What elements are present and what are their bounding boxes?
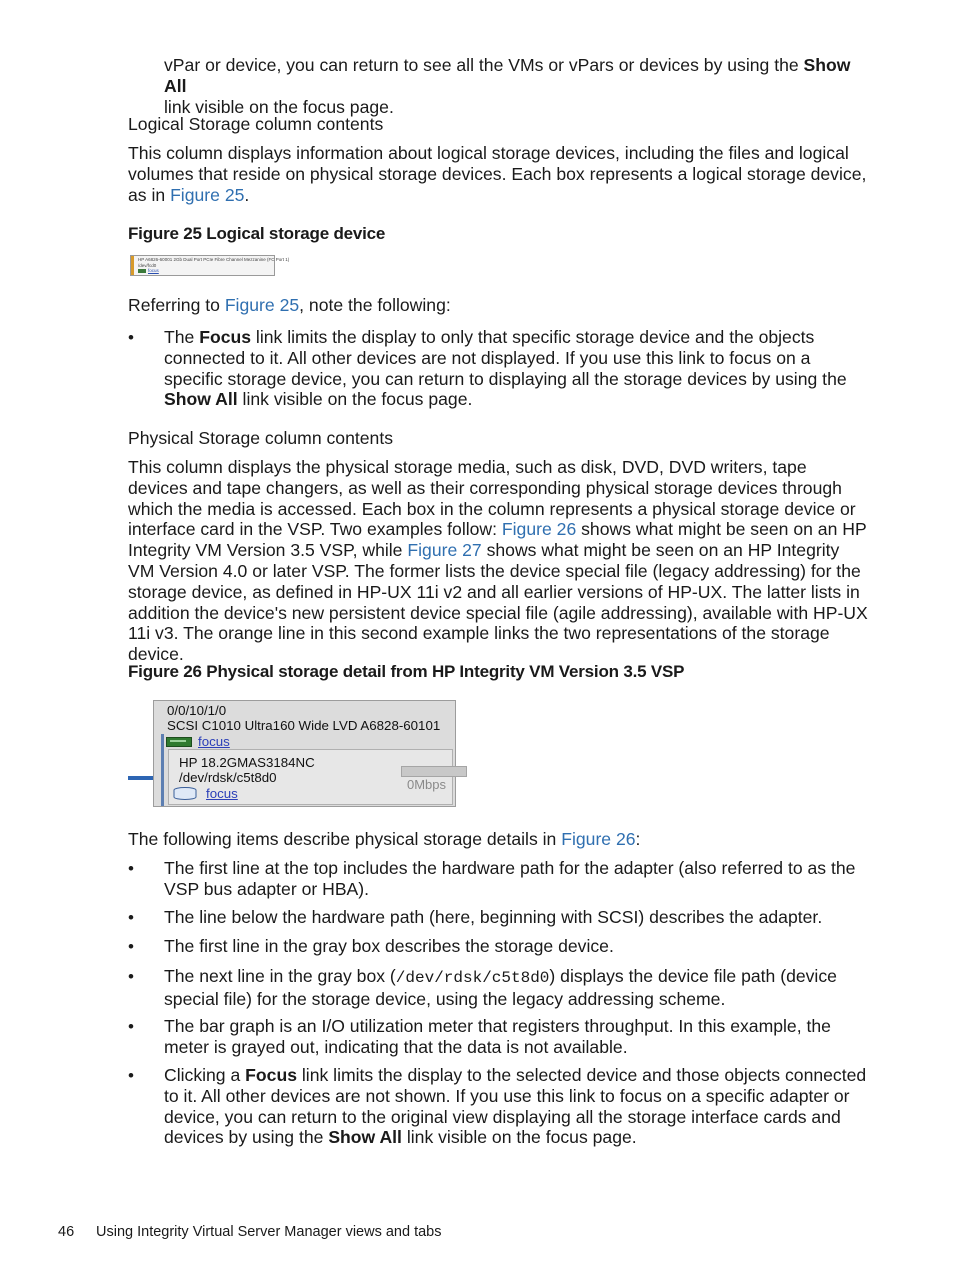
figure-26-caption: Figure 26 Physical storage detail from HP Integrity VM Version 3.5 VSP — [128, 662, 685, 681]
throughput-label: 0Mbps — [407, 777, 447, 792]
figure-25-caption: Figure 25 Logical storage device — [128, 224, 386, 243]
detail-bullet-adapter: The line below the hardware path (here, beginning with SCSI) describes the adapter. — [164, 907, 823, 927]
referring-paragraph — [128, 295, 870, 316]
logical-text: This column displays information about logical storage devices, including the files and logical volumes that reside on physical storage devices. Each box represents a logical storage device, as in — [128, 143, 867, 205]
device-color-strip — [131, 256, 134, 275]
intro-paragraph — [164, 55, 870, 117]
adapter-focus-link[interactable]: focus — [198, 734, 230, 749]
device-path-code: /dev/rdsk/c5t8d0 — [395, 969, 550, 987]
io-utilization-meter — [401, 766, 467, 777]
physical-storage-paragraph — [128, 457, 870, 665]
bullet-text: The — [164, 327, 200, 347]
figure-26-physical-storage-detail — [153, 700, 456, 807]
bullet-marker: • — [128, 967, 134, 986]
running-footer-title: Using Integrity Virtual Server Manager views and tabs — [96, 1224, 442, 1240]
physical-text-mid: shows what might be seen on an HP Integrity VM Version 3.5 VSP, while — [128, 519, 867, 561]
bullet-text-end: ) displays the device file path (device special file) for the storage device, using the legacy addressing scheme. — [164, 966, 837, 1009]
device-focus-link[interactable]: focus — [206, 786, 238, 801]
bullet-marker: • — [128, 1017, 134, 1036]
figure-25-link[interactable]: Figure 25 — [170, 184, 245, 205]
detail-bullet-storage-device: The first line in the gray box describes the storage device. — [164, 936, 614, 956]
device-path: /dev/fcd0 — [138, 263, 157, 268]
device-description: HP 18.2GMAS3184NC — [179, 755, 315, 770]
logical-storage-paragraph — [128, 143, 870, 205]
referring-text-end: , note the following: — [299, 295, 451, 315]
figure-26-link[interactable]: Figure 26 — [501, 519, 577, 540]
focus-bullet — [164, 327, 870, 410]
detail-bullet-hardware-path: The first line at the top includes the hardware path for the adapter (also referred to as the VSP bus adapter or HBA). — [164, 858, 856, 899]
detail-bullet-device-path — [164, 966, 870, 1010]
show-all-term: Show All — [164, 389, 238, 410]
bullet-text-mid: link limits the display to only that specific storage device and the objects connected to it. All other devices are not displayed. If you use this link to focus on a specific storage device, you can return to displaying all the storage devices by using the — [164, 327, 847, 389]
bullet-marker: • — [128, 328, 134, 347]
bullet-text-mid: link limits the display to the selected device and those objects connected to it. All other devices are not shown. If you use this link to focus on a specific adapter or device, you can return to the original view displaying all the storage interface cards and devices by using the — [164, 1065, 867, 1148]
bullet-marker: • — [128, 908, 134, 927]
details-intro — [128, 829, 870, 850]
figure-26-ref-link[interactable]: Figure 26 — [561, 829, 636, 849]
device-description: HP A6826-60001 2Gb Dual Port PCIe Fibre Channel Mezzanine (FC Port 1) — [138, 257, 290, 262]
intro-text: vPar or device, you can return to see all the VMs or vPars or devices by using the — [164, 55, 804, 75]
bullet-marker: • — [128, 937, 134, 956]
hba-card-icon — [166, 737, 192, 747]
bullet-text: The next line in the gray box ( — [164, 966, 396, 986]
bullet-text-end: link visible on the focus page. — [401, 1127, 637, 1148]
disk-icon — [173, 787, 197, 800]
physical-storage-heading: Physical Storage column contents — [128, 428, 394, 448]
focus-term: Focus — [245, 1065, 297, 1085]
focus-link[interactable]: focus — [148, 268, 159, 273]
detail-bullet-meter: The bar graph is an I/O utilization meter that registers throughput. In this example, the meter is grayed out, indicating that the data is not available. — [164, 1016, 831, 1057]
logical-storage-heading: Logical Storage column contents — [128, 114, 384, 134]
adapter-bracket — [161, 734, 164, 806]
referring-text: Referring to — [128, 295, 225, 315]
figure-25-ref-link[interactable]: Figure 25 — [224, 295, 300, 315]
bullet-text-end: link visible on the focus page. — [237, 389, 473, 410]
bullet-text: Clicking a — [164, 1065, 246, 1085]
connector-line — [128, 776, 155, 780]
focus-term: Focus — [199, 327, 252, 347]
bullet-marker: • — [128, 1066, 134, 1085]
figure-27-link[interactable]: Figure 27 — [407, 540, 482, 561]
bullet-marker: • — [128, 859, 134, 878]
page-number: 46 — [58, 1224, 75, 1240]
hardware-path: 0/0/10/1/0 — [167, 703, 227, 718]
figure-25-logical-storage-device — [130, 255, 290, 276]
physical-text: This column displays the physical storage media, such as disk, DVD, DVD writers, tape devices and tape changers, as well as their corresponding physical storage devices through which the media is accessed. Each box in the column represents a physical storage device or interface card in the VSP. Two examples follow: — [128, 457, 856, 540]
logical-text-end: . — [244, 184, 250, 205]
adapter-description: SCSI C1010 Ultra160 Wide LVD A6828-60101 — [167, 718, 441, 733]
details-intro-text: The following items describe physical storage details in — [128, 829, 562, 849]
show-all-term: Show All — [328, 1127, 402, 1148]
device-file-path: /dev/rdsk/c5t8d0 — [179, 770, 277, 785]
physical-text-end: shows what might be seen on an HP Integrity VM Version 4.0 or later VSP. The former lists the device special file (legacy addressing) for the storage device, as defined in HP-UX 11i v2 and all earlier versions of HP-UX. The latter lists in addition the device's new persistent device special file (agile addressing), available with HP-UX 11i v3. The orange line in this second example links the two representations of the storage device. — [128, 540, 868, 665]
intro-text-end: link visible on the focus page. — [164, 96, 394, 117]
device-card-icon — [138, 269, 146, 273]
details-intro-end: : — [635, 829, 641, 849]
detail-bullet-focus — [164, 1065, 870, 1148]
show-all-term: Show All — [164, 55, 851, 96]
